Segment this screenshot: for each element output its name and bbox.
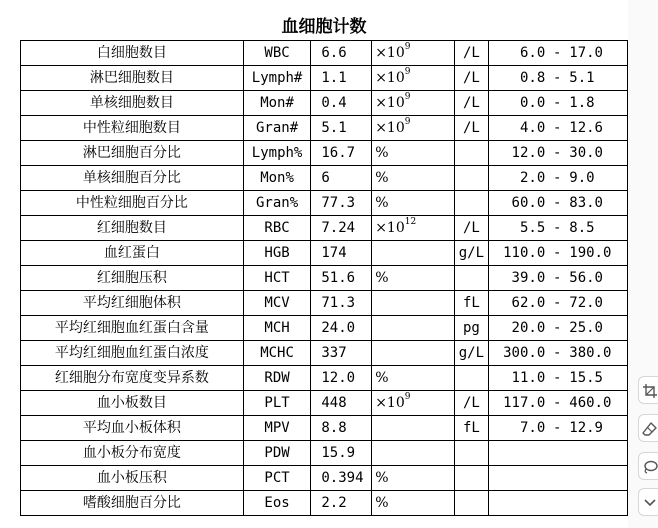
ref-dash: - <box>553 319 562 336</box>
title-row <box>21 14 628 40</box>
unit-exponent: 9 <box>404 91 411 102</box>
test-name[interactable]: 平均红细胞血红蛋白浓度 <box>21 340 244 365</box>
ref-low: 300.0 <box>503 344 546 361</box>
reference-range[interactable] <box>489 165 628 190</box>
table-row <box>21 240 628 265</box>
ref-high: 72.0 <box>569 294 603 311</box>
table-row <box>21 415 628 440</box>
unit-base: ×10 <box>375 394 405 411</box>
ref-high: 1.8 <box>569 94 595 111</box>
test-value[interactable]: 2.2 <box>311 490 372 515</box>
reference-range[interactable] <box>489 65 628 90</box>
ref-high: 30.0 <box>569 144 603 161</box>
ref-high: 8.5 <box>569 219 595 236</box>
reference-range[interactable] <box>489 190 628 215</box>
test-value[interactable]: 6 <box>311 165 372 190</box>
test-code[interactable]: PLT <box>243 390 311 415</box>
ref-high: 17.0 <box>569 44 603 61</box>
ref-dash: - <box>553 169 562 186</box>
unit-cell[interactable] <box>372 140 454 165</box>
test-name[interactable]: 嗜酸细胞百分比 <box>21 490 244 515</box>
test-name[interactable]: 淋巴细胞百分比 <box>21 140 244 165</box>
table-row <box>21 140 628 165</box>
reference-range[interactable] <box>489 90 628 115</box>
unit-cell[interactable] <box>372 490 454 515</box>
ref-dash: - <box>553 244 562 261</box>
unit-suffix[interactable]: g/L <box>454 240 489 265</box>
eraser-button[interactable] <box>638 414 658 442</box>
ref-dash: - <box>553 44 562 61</box>
unit-cell[interactable] <box>372 190 454 215</box>
test-name[interactable]: 血小板数目 <box>21 390 244 415</box>
ref-low: 4.0 <box>519 119 546 136</box>
unit-base: % <box>375 169 389 186</box>
unit-suffix[interactable]: /L <box>454 390 489 415</box>
unit-suffix[interactable] <box>454 190 489 215</box>
ref-dash: - <box>553 394 562 411</box>
unit-exponent: 9 <box>404 41 411 52</box>
ref-high: 12.9 <box>569 419 603 436</box>
test-code[interactable]: MCHC <box>243 340 311 365</box>
unit-suffix[interactable] <box>454 465 489 490</box>
table-row <box>21 215 628 240</box>
lasso-icon <box>642 459 658 475</box>
ref-low: 110.0 <box>503 244 546 261</box>
test-name[interactable]: 血红蛋白 <box>21 240 244 265</box>
test-value[interactable]: 448 <box>311 390 372 415</box>
ref-dash: - <box>553 69 562 86</box>
unit-cell[interactable] <box>372 340 454 365</box>
unit-cell[interactable] <box>372 265 454 290</box>
reference-range[interactable] <box>489 315 628 340</box>
ref-high: 9.0 <box>569 169 595 186</box>
test-value[interactable]: 0.4 <box>311 90 372 115</box>
table-row <box>21 115 628 140</box>
floating-toolbar <box>638 372 658 522</box>
reference-range[interactable] <box>489 390 628 415</box>
unit-exponent: 9 <box>404 66 411 77</box>
unit-suffix[interactable]: fL <box>454 415 489 440</box>
ref-dash: - <box>553 194 562 211</box>
unit-suffix[interactable]: /L <box>454 65 489 90</box>
unit-base: % <box>375 494 389 511</box>
test-value[interactable]: 1.1 <box>311 65 372 90</box>
ref-low: 5.5 <box>519 219 546 236</box>
reference-range[interactable] <box>489 40 628 65</box>
ref-high: 25.0 <box>569 319 603 336</box>
unit-cell[interactable] <box>372 415 454 440</box>
unit-base: ×10 <box>375 44 405 61</box>
lasso-button[interactable] <box>638 452 658 480</box>
unit-base: % <box>375 269 389 286</box>
test-name[interactable]: 红细胞压积 <box>21 265 244 290</box>
unit-base: ×10 <box>375 69 405 86</box>
test-name[interactable]: 白细胞数目 <box>21 40 244 65</box>
ref-low: 117.0 <box>503 394 546 411</box>
test-code[interactable]: MCV <box>243 290 311 315</box>
ref-dash: - <box>553 419 562 436</box>
table-row <box>21 265 628 290</box>
ref-dash: - <box>553 344 562 361</box>
test-value[interactable]: 7.24 <box>311 215 372 240</box>
unit-suffix[interactable]: pg <box>454 315 489 340</box>
test-code[interactable]: Mon# <box>243 90 311 115</box>
test-code[interactable]: RDW <box>243 365 311 390</box>
ref-low: 7.0 <box>519 419 546 436</box>
unit-suffix[interactable] <box>454 265 489 290</box>
reference-range[interactable] <box>489 490 628 515</box>
ref-dash: - <box>553 144 562 161</box>
unit-cell[interactable] <box>372 115 454 140</box>
test-value[interactable]: 6.6 <box>311 40 372 65</box>
test-code[interactable]: Lymph% <box>243 140 311 165</box>
unit-suffix[interactable] <box>454 365 489 390</box>
unit-base: % <box>375 469 389 486</box>
table-row <box>21 290 628 315</box>
test-name[interactable]: 红细胞数目 <box>21 215 244 240</box>
unit-base: ×10 <box>375 94 405 111</box>
unit-cell[interactable] <box>372 390 454 415</box>
crop-button[interactable] <box>638 376 658 404</box>
reference-range[interactable] <box>489 440 628 465</box>
unit-cell[interactable] <box>372 165 454 190</box>
unit-base: ×10 <box>375 119 405 136</box>
test-name[interactable]: 中性粒细胞数目 <box>21 115 244 140</box>
table-row <box>21 440 628 465</box>
unit-suffix[interactable] <box>454 490 489 515</box>
unit-cell[interactable] <box>372 215 454 240</box>
ref-low: 12.0 <box>511 144 546 161</box>
table-row <box>21 315 628 340</box>
unit-cell[interactable] <box>372 365 454 390</box>
test-value[interactable]: 77.3 <box>311 190 372 215</box>
test-value[interactable]: 15.9 <box>311 440 372 465</box>
expand-button[interactable] <box>638 488 658 516</box>
unit-cell[interactable] <box>372 90 454 115</box>
unit-suffix[interactable]: /L <box>454 90 489 115</box>
unit-cell[interactable] <box>372 290 454 315</box>
test-name[interactable]: 平均红细胞血红蛋白含量 <box>21 315 244 340</box>
unit-exponent: 9 <box>404 116 411 127</box>
ref-dash: - <box>553 294 562 311</box>
test-code[interactable]: MCH <box>243 315 311 340</box>
test-value[interactable]: 8.8 <box>311 415 372 440</box>
unit-base: % <box>375 369 389 386</box>
test-code[interactable]: HCT <box>243 265 311 290</box>
unit-cell[interactable] <box>372 240 454 265</box>
eraser-icon <box>642 421 658 437</box>
ref-high: 460.0 <box>569 394 612 411</box>
reference-range[interactable] <box>489 365 628 390</box>
test-code[interactable]: Gran# <box>243 115 311 140</box>
ref-low: 39.0 <box>511 269 546 286</box>
reference-range[interactable] <box>489 215 628 240</box>
ref-dash: - <box>553 269 562 286</box>
unit-suffix[interactable]: /L <box>454 40 489 65</box>
test-name[interactable]: 血小板压积 <box>21 465 244 490</box>
unit-suffix[interactable]: g/L <box>454 340 489 365</box>
test-value[interactable]: 16.7 <box>311 140 372 165</box>
reference-range[interactable] <box>489 415 628 440</box>
table-title: 血细胞计数 <box>21 14 628 40</box>
ref-dash: - <box>553 219 562 236</box>
test-name[interactable]: 单核细胞百分比 <box>21 165 244 190</box>
table-row <box>21 490 628 515</box>
table-row <box>21 365 628 390</box>
unit-suffix[interactable] <box>454 140 489 165</box>
ref-high: 12.6 <box>569 119 603 136</box>
test-code[interactable]: WBC <box>243 40 311 65</box>
reference-range[interactable] <box>489 340 628 365</box>
test-code[interactable]: Gran% <box>243 190 311 215</box>
unit-cell[interactable] <box>372 440 454 465</box>
unit-exponent: 9 <box>404 391 411 402</box>
unit-base: % <box>375 144 389 161</box>
unit-suffix[interactable]: /L <box>454 115 489 140</box>
test-value[interactable]: 5.1 <box>311 115 372 140</box>
test-code[interactable]: HGB <box>243 240 311 265</box>
test-name[interactable]: 平均血小板体积 <box>21 415 244 440</box>
test-value[interactable]: 337 <box>311 340 372 365</box>
crop-icon <box>642 383 658 399</box>
unit-exponent: 12 <box>404 216 417 227</box>
reference-range[interactable] <box>489 240 628 265</box>
unit-suffix[interactable]: fL <box>454 290 489 315</box>
reference-range[interactable] <box>489 115 628 140</box>
ref-high: 5.1 <box>569 69 595 86</box>
chevron-down-icon <box>642 495 658 511</box>
test-code[interactable]: Eos <box>243 490 311 515</box>
test-value[interactable]: 12.0 <box>311 365 372 390</box>
test-code[interactable]: PDW <box>243 440 311 465</box>
unit-base: ×10 <box>375 219 405 236</box>
reference-range[interactable] <box>489 290 628 315</box>
table-row <box>21 90 628 115</box>
ref-high: 83.0 <box>569 194 603 211</box>
test-name[interactable]: 淋巴细胞数目 <box>21 65 244 90</box>
unit-suffix[interactable] <box>454 440 489 465</box>
test-value[interactable]: 0.394 <box>311 465 372 490</box>
reference-range[interactable] <box>489 265 628 290</box>
test-name[interactable]: 中性粒细胞百分比 <box>21 190 244 215</box>
test-code[interactable]: Mon% <box>243 165 311 190</box>
unit-cell[interactable] <box>372 465 454 490</box>
test-name[interactable]: 血小板分布宽度 <box>21 440 244 465</box>
test-value[interactable]: 71.3 <box>311 290 372 315</box>
test-code[interactable]: PCT <box>243 465 311 490</box>
test-name[interactable]: 单核细胞数目 <box>21 90 244 115</box>
unit-suffix[interactable]: /L <box>454 215 489 240</box>
ref-high: 56.0 <box>569 269 603 286</box>
ref-high: 15.5 <box>569 369 603 386</box>
test-code[interactable]: RBC <box>243 215 311 240</box>
table-row <box>21 340 628 365</box>
unit-cell[interactable] <box>372 40 454 65</box>
table-row <box>21 390 628 415</box>
ref-dash: - <box>553 369 562 386</box>
ref-low: 0.0 <box>519 94 546 111</box>
ref-low: 2.0 <box>519 169 546 186</box>
ref-dash: - <box>553 94 562 111</box>
reference-range[interactable] <box>489 465 628 490</box>
ref-high: 190.0 <box>569 244 612 261</box>
test-code[interactable]: MPV <box>243 415 311 440</box>
test-value[interactable]: 24.0 <box>311 315 372 340</box>
unit-cell[interactable] <box>372 315 454 340</box>
blood-count-table <box>20 14 628 516</box>
table-row <box>21 40 628 65</box>
test-value[interactable]: 51.6 <box>311 265 372 290</box>
table-row <box>21 65 628 90</box>
ref-low: 11.0 <box>511 369 546 386</box>
unit-base: % <box>375 194 389 211</box>
unit-suffix[interactable] <box>454 165 489 190</box>
ref-low: 62.0 <box>511 294 546 311</box>
ref-low: 60.0 <box>511 194 546 211</box>
unit-cell[interactable] <box>372 65 454 90</box>
table-row <box>21 465 628 490</box>
ref-low: 6.0 <box>519 44 546 61</box>
table-row <box>21 190 628 215</box>
ref-low: 20.0 <box>511 319 546 336</box>
test-value[interactable]: 174 <box>311 240 372 265</box>
test-code[interactable]: Lymph# <box>243 65 311 90</box>
reference-range[interactable] <box>489 140 628 165</box>
ref-dash: - <box>553 119 562 136</box>
ref-low: 0.8 <box>519 69 546 86</box>
test-name[interactable]: 红细胞分布宽度变异系数 <box>21 365 244 390</box>
table-row <box>21 165 628 190</box>
ref-high: 380.0 <box>569 344 612 361</box>
test-name[interactable]: 平均红细胞体积 <box>21 290 244 315</box>
